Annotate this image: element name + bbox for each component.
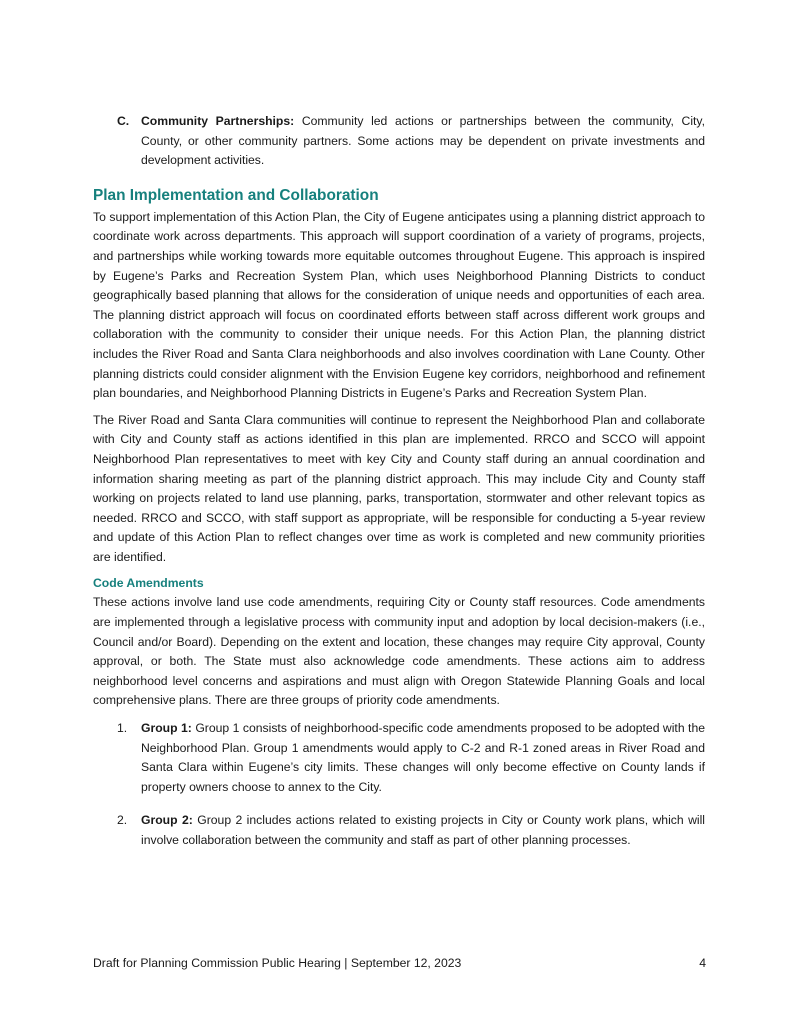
subsection-heading: Code Amendments — [93, 576, 204, 591]
list-item-community-partnerships — [93, 112, 705, 171]
numbered-list — [93, 719, 705, 851]
list-item-text: Group 2 includes actions related to existing projects in City or County work plans, which will involve collaboration between the community and staff as part of other planning processes. — [141, 813, 705, 847]
page-content — [93, 112, 705, 865]
list-item-label: Community Partnerships: — [141, 114, 295, 128]
list-item-group-1 — [93, 719, 705, 797]
list-marker: C. — [117, 114, 130, 128]
list-item-text: Community led actions or partnerships between the community, City, County, or other community partners. Some actions may be dependent on private investments and development activities. — [141, 114, 706, 168]
list-item-text: Group 1 consists of neighborhood-specific code amendments proposed to be adopted with the Neighborhood Plan. Group 1 amendments would apply to C-2 and R-1 zoned areas in River Road and Santa Clara within Eugene’s city limits. These changes will only become effective on County lands if property owners choose to annex to the City. — [141, 721, 705, 794]
list-marker: 1. — [117, 721, 128, 736]
page-number: 4 — [699, 956, 706, 970]
list-marker: 2. — [117, 813, 128, 828]
body-paragraph: These actions involve land use code amendments, requiring City or County staff resources. Code amendments are implemented through a legislative process with community input and adoption by local decision-makers (i.e., Council and/or Board). Depending on the extent and location, these changes may require City approval, County approval, or both. The State must also acknowledge code amendments. These actions aim to address neighborhood level concerns and aspirations and must align with Oregon Statewide Planning Goals and local comprehensive plans. There are three groups of priority code amendments. — [93, 595, 705, 708]
body-paragraph: The River Road and Santa Clara communities will continue to represent the Neighborhood Plan and collaborate with City and County staff as actions identified in this plan are implemented. RRCO and SCCO will appoint Neighborhood Plan representatives to meet with key City and County staff during an annual coordination and information sharing meeting as part of the planning district approach. This may include City and County staff working on projects related to land use planning, parks, transportation, stormwater and other relevant topics as needed. RRCO and SCCO, with staff support as appropriate, will be responsible for conducting a 5-year review and update of this Action Plan to reflect changes over time as work is completed and new community priorities are identified. — [93, 412, 705, 564]
footer-text: Draft for Planning Commission Public Hearing | September 12, 2023 — [93, 956, 462, 970]
list-item-label: Group 1: — [141, 721, 192, 736]
section-heading: Plan Implementation and Collaboration — [93, 186, 379, 204]
list-item-label: Group 2: — [141, 813, 193, 828]
list-item-group-2 — [93, 811, 705, 850]
body-paragraph: To support implementation of this Action Plan, the City of Eugene anticipates using a planning district approach to coordinate work across departments. This approach will support coordination of a variety of programs, projects, and partnerships while working towards more equitable outcomes throughout Eugene. This approach is inspired by Eugene’s Parks and Recreation System Plan, which uses Neighborhood Planning Districts to conduct geographically based planning that allows for the consideration of unique needs and opportunities of each area. The planning district approach will focus on coordinated efforts between staff across different work groups and collaboration with the community to consider their unique needs. For this Action Plan, the planning district includes the River Road and Santa Clara neighborhoods and also involves coordination with Lane County. Other planning districts could consider alignment with the Envision Eugene key corridors, neighborhood and refinement plan boundaries, and Neighborhood Planning Districts in Eugene’s Parks and Recreation System Plan. — [93, 209, 705, 401]
